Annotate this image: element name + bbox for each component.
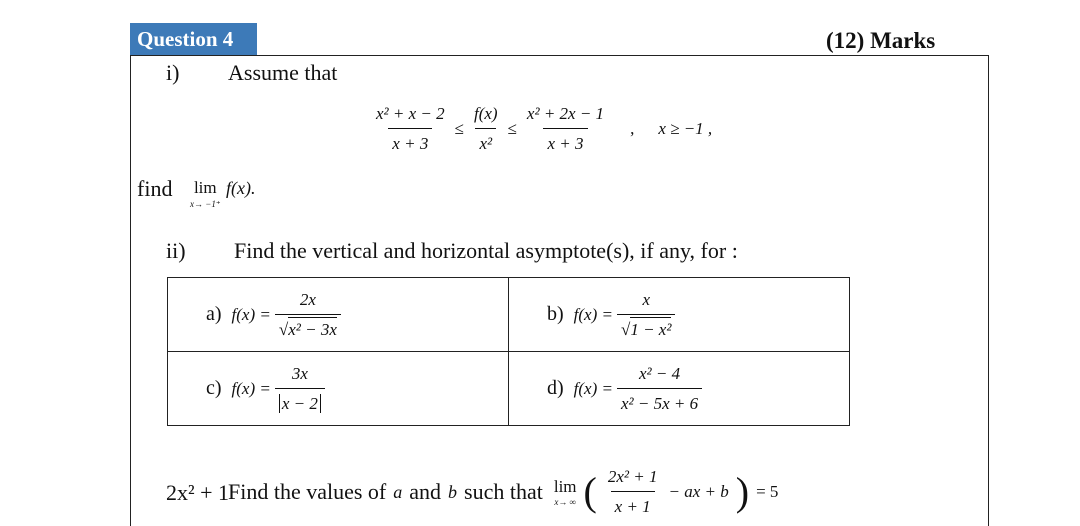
question-label: Question 4 xyxy=(130,23,257,55)
ineq-le-2: ≤ xyxy=(507,119,517,138)
ineq-comma: , xyxy=(630,119,635,138)
marks-label: (12) Marks xyxy=(826,28,936,53)
ineq-condition: x ≥ −1 , xyxy=(658,119,713,138)
part-i-intro: Assume that xyxy=(228,60,338,85)
ineq-left-fraction: $\frac{\text{x² + x − 2}}{x + 3}$ xyxy=(376,104,445,153)
right-paren: ) xyxy=(735,469,750,514)
find-word: find xyxy=(137,176,173,201)
left-paren: ( xyxy=(583,469,597,514)
ineq-middle-fraction: $\frac{f(x)}{\text{x²}}$ xyxy=(473,104,498,153)
limit-operator-iii: lim x→ ∞ xyxy=(553,477,577,507)
table-cell-c: c) f(x) = $\frac{3x}{x - 2}$ xyxy=(168,352,509,426)
limit-operator: lim x→ −1⁺ xyxy=(190,178,221,209)
inequality xyxy=(372,104,712,154)
limit-expression: f(x). xyxy=(226,178,256,198)
ineq-le-1: ≤ xyxy=(454,119,464,138)
part-iii-number: 2x² + 1 xyxy=(166,480,230,505)
table-cell-b: b) f(x) = $\frac{x}{\text{√1 − x²}}$ xyxy=(509,278,850,352)
var-b: b xyxy=(448,481,458,502)
table-cell-a: a) f(x) = $\frac{2x}{\text{√x² − 3x}}$ xyxy=(168,278,509,352)
table-cell-d: d) f(x) = $\frac{\text{x² − 4}}{\text{x² − 5x + 6}}$ xyxy=(509,352,850,426)
part-iii-statement: Find the values of a and b such that lim x→ ∞ ( $\frac{\text{2x² + 1}}{x + 1}$ − ax + b ) = 5 xyxy=(228,467,779,516)
asymptote-table xyxy=(167,277,850,426)
ineq-right-fraction: $\frac{\text{x² + 2x − 1}}{x + 3}$ xyxy=(526,104,605,153)
var-a: a xyxy=(393,481,403,502)
part-i-number: i) xyxy=(166,60,180,85)
part-ii-text: Find the vertical and horizontal asymptote(s), if any, for : xyxy=(234,238,738,263)
part-ii-number: ii) xyxy=(166,238,186,263)
